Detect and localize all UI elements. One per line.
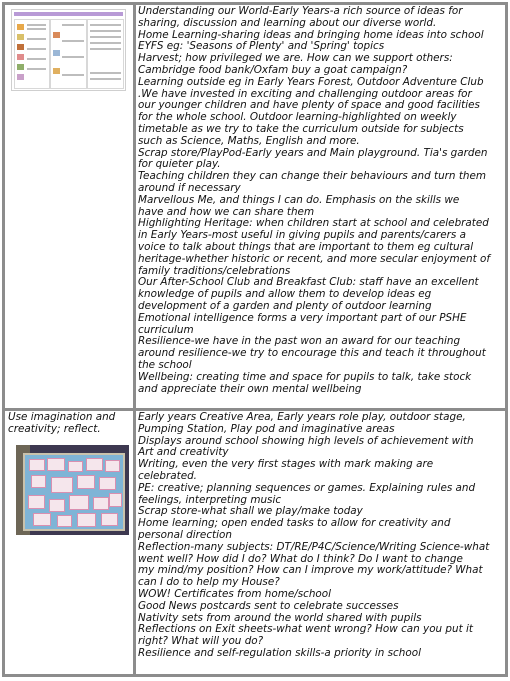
- document-thumbnail: [11, 9, 126, 91]
- text-line: Wellbeing: creating time and space for pupils to talk, take stock: [138, 370, 472, 383]
- text-line: can I do to help my House?: [138, 576, 280, 589]
- text-line: and appreciate their own mental wellbeing: [138, 382, 362, 395]
- text-line: WOW! Certificates from home/school: [138, 587, 332, 600]
- text-line: celebrated.: [138, 469, 197, 482]
- text-line: my mind/my position? How can I improve my work/attitude? What: [138, 564, 483, 577]
- text-line: around resilience-we try to encourage this and teach it throughout: [138, 347, 486, 360]
- section-heading: Use imagination and creativity; reflect.: [8, 411, 116, 435]
- text-line: personal direction: [138, 528, 232, 541]
- right-cell-2: [135, 410, 507, 676]
- text-line: in Early Years-most useful in giving pupils and parents/carers a: [138, 229, 467, 242]
- text-line: have and how we can share them: [138, 205, 315, 218]
- table-row: [4, 4, 507, 410]
- text-line: Understanding our World-Early Years-a rich source of ideas for: [138, 5, 463, 17]
- text-line: Home learning; open ended tasks to allow for creativity and: [138, 517, 451, 530]
- text-line: heritage-whether historic or recent, and more secular enjoyment of: [138, 252, 490, 265]
- right-cell-1: [135, 4, 507, 410]
- text-line: Resilience and self-regulation skills-a priority in school: [138, 646, 421, 659]
- text-line: sharing, discussion and learning about our diverse world.: [138, 16, 437, 29]
- text-line: Pumping Station, Play pod and imaginative areas: [138, 422, 395, 435]
- text-line: Marvellous Me, and things I can do. Emphasis on the skills we: [138, 193, 460, 206]
- text-line: such as Science, Maths, English and more.: [138, 134, 360, 147]
- text-line: family traditions/celebrations: [138, 264, 291, 277]
- text-line: Writing, even the very first stages with mark making are: [138, 458, 434, 471]
- text-line: Harvest; how privileged we are. How can we support others:: [138, 52, 453, 65]
- text-line: for quieter play.: [138, 158, 221, 171]
- text-line: knowledge of pupils and allow them to develop ideas eg: [138, 288, 432, 301]
- text-line: our younger children and have plenty of space and good facilities: [138, 99, 480, 112]
- text-line: Scrap store-what shall we play/make today: [138, 505, 363, 518]
- text-line: Cambridge food bank/Oxfam buy a goat campaign?: [138, 63, 408, 76]
- text-line: Art and creativity: [138, 446, 229, 459]
- text-line: went well? How did I do? What do I think? Do I want to change: [138, 552, 463, 565]
- text-line: the school: [138, 358, 192, 371]
- text-line: Good News postcards sent to celebrate successes: [138, 599, 399, 612]
- text-line: Our After-School Club and Breakfast Club: staff have an excellent: [138, 276, 479, 289]
- text-line: EYFS eg: 'Seasons of Plenty' and 'Spring' topics: [138, 40, 385, 53]
- text-line: Resilience-we have in the past won an award for our teaching: [138, 335, 461, 348]
- text-line: Teaching children they can change their behaviours and turn them: [138, 170, 486, 183]
- text-line: Learning outside eg in Early Years Forest, Outdoor Adventure Club: [138, 75, 484, 88]
- text-line: Nativity sets from around the world shared with pupils: [138, 611, 422, 624]
- text-line: feelings, interpreting music: [138, 493, 282, 506]
- text-line: Reflection-many subjects: DT/RE/P4C/Science/Writing Science-what: [138, 540, 490, 553]
- text-line: timetable as we try to take the curriculum outside for subjects: [138, 122, 464, 135]
- text-line: voice to talk about things that are important to them eg cultural: [138, 240, 474, 253]
- text-line: curriculum: [138, 323, 194, 336]
- text-block-1: [136, 5, 505, 395]
- text-block-2: [136, 411, 505, 660]
- text-line: Reflections on Exit sheets-what went wrong? How can you put it: [138, 623, 473, 636]
- text-line: PE: creative; planning sequences or games. Explaining rules and: [138, 481, 476, 494]
- content-table: [2, 2, 508, 677]
- left-cell-1: [4, 4, 135, 410]
- text-line: Highlighting Heritage: when children start at school and celebrated: [138, 217, 489, 230]
- text-line: around if necessary: [138, 181, 241, 194]
- table-row: [4, 410, 507, 676]
- display-board-photo: [16, 445, 129, 535]
- text-line: Scrap store/PlayPod-Early years and Main playground. Tia's garden: [138, 146, 488, 159]
- text-line: Emotional intelligence forms a very important part of our PSHE: [138, 311, 467, 324]
- text-line: Early years Creative Area, Early years role play, outdoor stage,: [138, 411, 466, 423]
- text-line: right? What will you do?: [138, 635, 264, 648]
- text-line: .We have invested in exciting and challenging outdoor areas for: [138, 87, 472, 100]
- text-line: development of a garden and plenty of outdoor learning: [138, 299, 432, 312]
- left-cell-2: [4, 410, 135, 676]
- text-line: Home Learning-sharing ideas and bringing home ideas into school: [138, 28, 484, 41]
- text-line: Displays around school showing high levels of achievement with: [138, 434, 474, 447]
- text-line: for the whole school. Outdoor learning-highlighted on weekly: [138, 111, 457, 124]
